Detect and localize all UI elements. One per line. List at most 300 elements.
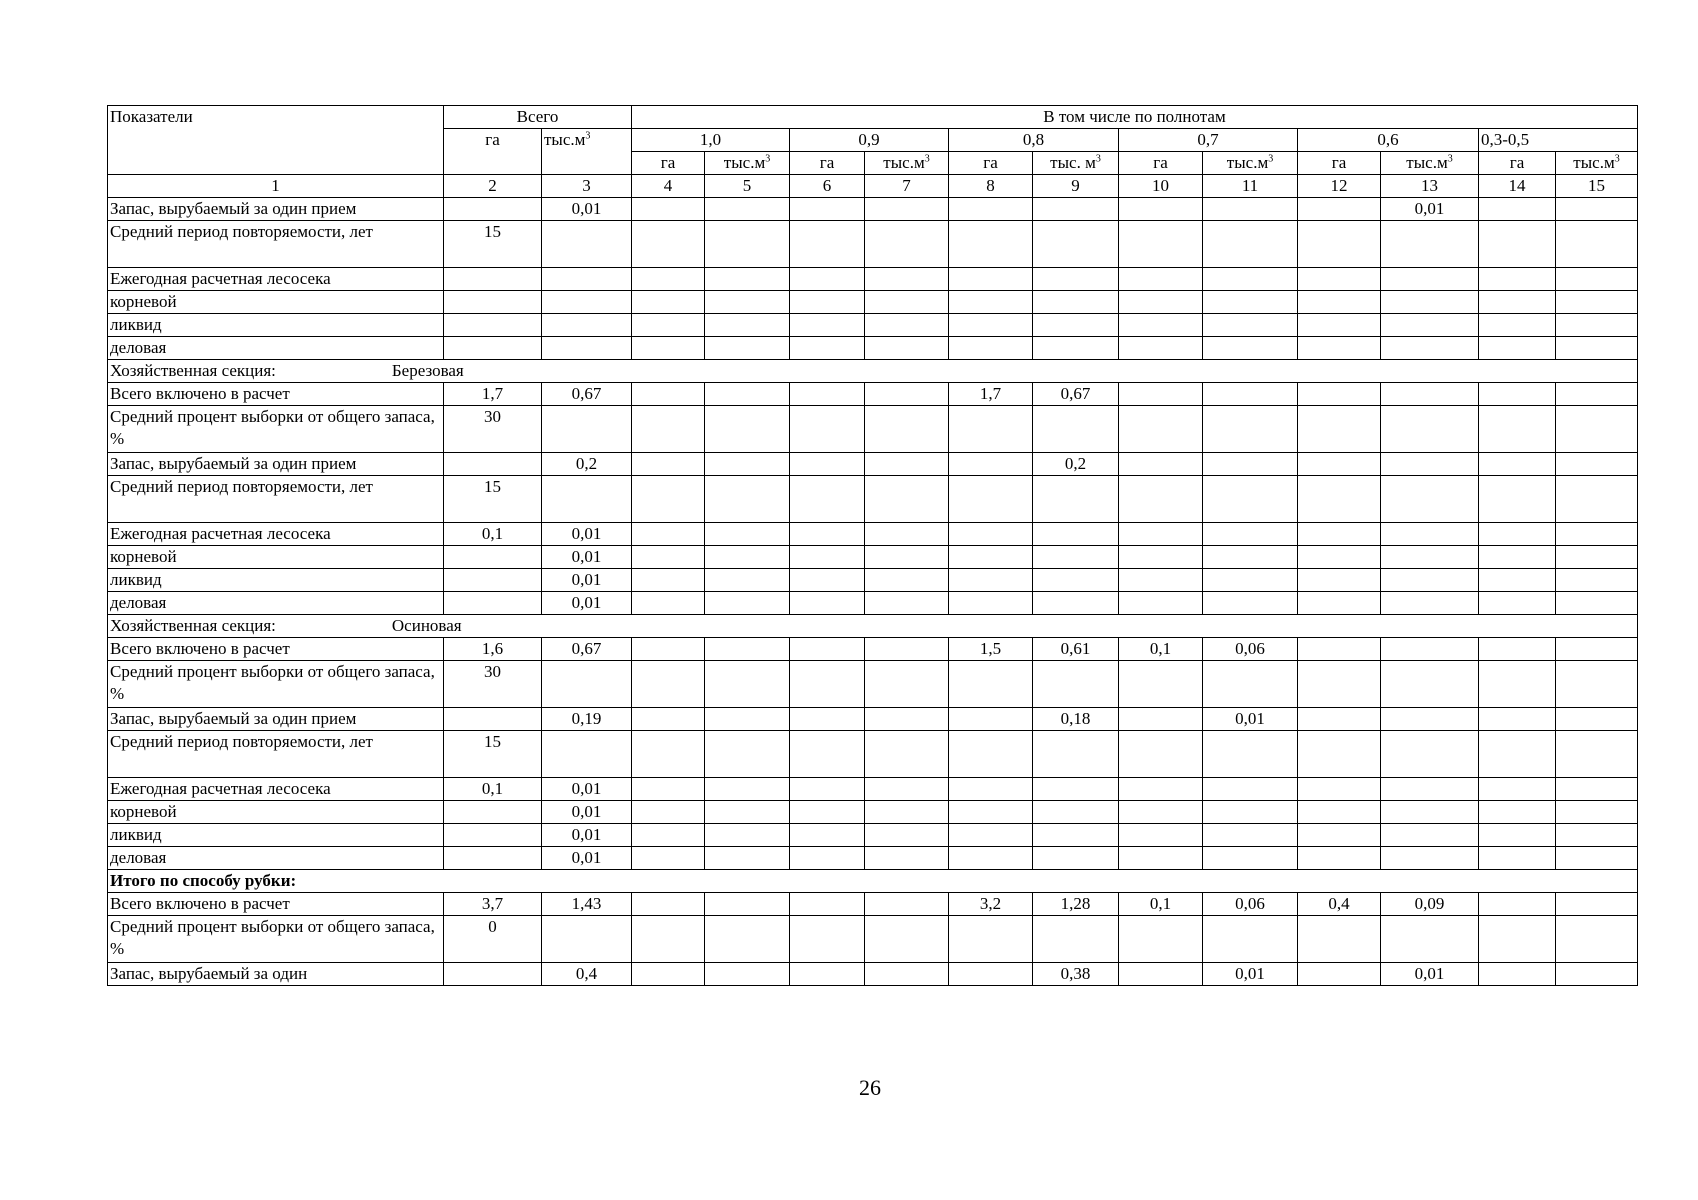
table-cell — [1203, 824, 1298, 847]
column-number: 6 — [790, 175, 865, 198]
table-cell: 0,01 — [1203, 708, 1298, 731]
ha-subheader: га — [790, 152, 865, 175]
table-cell: 0,01 — [542, 847, 632, 870]
table-cell — [632, 824, 705, 847]
ha-subheader: га — [632, 152, 705, 175]
table-cell — [790, 198, 865, 221]
table-cell — [444, 708, 542, 731]
table-cell — [865, 221, 949, 268]
table-cell — [1479, 592, 1556, 615]
table-cell: 0,01 — [1203, 963, 1298, 986]
table-cell — [705, 453, 790, 476]
table-cell — [444, 963, 542, 986]
unit-superscript: 3 — [765, 153, 771, 165]
table-cell — [1033, 661, 1119, 708]
table-cell — [1556, 337, 1638, 360]
table-cell — [790, 824, 865, 847]
row-label: корневой — [108, 546, 444, 569]
row-label: Средний период повторяемости, лет — [108, 731, 444, 778]
table-cell: 0,1 — [444, 523, 542, 546]
table-body — [108, 198, 1638, 986]
table-cell — [790, 708, 865, 731]
table-cell: 0,67 — [1033, 383, 1119, 406]
row-label: деловая — [108, 592, 444, 615]
table-row — [108, 221, 1638, 268]
table-cell — [1381, 221, 1479, 268]
table-cell — [1479, 198, 1556, 221]
table-cell — [1119, 314, 1203, 337]
table-cell — [705, 337, 790, 360]
table-cell — [1033, 569, 1119, 592]
table-cell — [1381, 778, 1479, 801]
section-name: Осиновая — [391, 616, 462, 635]
table-cell — [1479, 661, 1556, 708]
table-cell — [865, 592, 949, 615]
table-cell — [1556, 893, 1638, 916]
table-cell — [865, 314, 949, 337]
table-cell: 1,7 — [949, 383, 1033, 406]
table-cell — [1479, 638, 1556, 661]
table-cell — [1479, 893, 1556, 916]
table-cell — [865, 569, 949, 592]
table-cell — [1556, 523, 1638, 546]
table-cell — [705, 268, 790, 291]
table-cell — [1119, 661, 1203, 708]
table-cell — [1119, 592, 1203, 615]
table-cell — [1298, 801, 1381, 824]
table-cell — [1479, 824, 1556, 847]
table-row — [108, 383, 1638, 406]
table-cell — [790, 638, 865, 661]
table-cell — [1479, 847, 1556, 870]
table-cell — [542, 291, 632, 314]
table-cell — [949, 291, 1033, 314]
table-cell — [1298, 406, 1381, 453]
table-cell — [1203, 916, 1298, 963]
density-header: 0,6 — [1298, 129, 1479, 152]
table-cell — [1298, 337, 1381, 360]
total-volume-header — [542, 129, 632, 175]
table-cell — [1381, 916, 1479, 963]
table-row — [108, 708, 1638, 731]
table-cell — [542, 476, 632, 523]
table-cell — [1203, 337, 1298, 360]
table-cell — [1479, 523, 1556, 546]
table-cell — [1298, 824, 1381, 847]
table-cell — [632, 314, 705, 337]
unit-superscript: 3 — [924, 153, 930, 165]
unit-superscript: 3 — [1447, 153, 1453, 165]
total-header: Всего — [444, 106, 632, 129]
unit-superscript: 3 — [1095, 153, 1101, 165]
table-cell: 0,01 — [542, 801, 632, 824]
table-cell — [790, 916, 865, 963]
table-cell — [705, 638, 790, 661]
table-cell — [865, 731, 949, 778]
table-cell — [1479, 337, 1556, 360]
table-cell — [444, 847, 542, 870]
row-label: Всего включено в расчет — [108, 638, 444, 661]
table-cell — [865, 291, 949, 314]
table-cell — [632, 731, 705, 778]
row-label: Запас, вырубаемый за один прием — [108, 708, 444, 731]
table-cell — [790, 801, 865, 824]
table-cell — [1298, 546, 1381, 569]
table-row — [108, 476, 1638, 523]
table-row — [108, 314, 1638, 337]
table-cell — [1381, 546, 1479, 569]
table-cell — [790, 963, 865, 986]
table-cell — [632, 778, 705, 801]
table-cell — [1203, 383, 1298, 406]
table-cell — [1033, 221, 1119, 268]
table-cell — [1381, 592, 1479, 615]
table-cell: 1,7 — [444, 383, 542, 406]
table-cell — [1556, 268, 1638, 291]
table-cell — [1556, 708, 1638, 731]
table-cell — [1298, 963, 1381, 986]
table-row — [108, 592, 1638, 615]
table-cell — [865, 383, 949, 406]
table-cell — [705, 731, 790, 778]
table-cell — [542, 731, 632, 778]
table-cell — [1556, 638, 1638, 661]
table-cell — [1119, 337, 1203, 360]
table-cell — [1556, 963, 1638, 986]
table-cell — [1298, 661, 1381, 708]
table-cell — [1033, 592, 1119, 615]
table-cell — [1298, 847, 1381, 870]
table-cell — [1479, 476, 1556, 523]
table-cell — [1381, 453, 1479, 476]
table-cell — [790, 893, 865, 916]
table-cell — [1203, 778, 1298, 801]
row-label: Средний процент выборки от общего запаса, % — [108, 406, 444, 453]
row-label: ликвид — [108, 569, 444, 592]
table-cell — [790, 476, 865, 523]
column-number: 7 — [865, 175, 949, 198]
table-cell — [949, 337, 1033, 360]
table-row — [108, 546, 1638, 569]
column-number: 13 — [1381, 175, 1479, 198]
table-cell — [632, 221, 705, 268]
table-cell — [632, 476, 705, 523]
table-cell — [705, 383, 790, 406]
table-cell — [1298, 476, 1381, 523]
table-row — [108, 824, 1638, 847]
table-cell — [705, 291, 790, 314]
table-cell — [1203, 661, 1298, 708]
table-cell: 0,01 — [542, 198, 632, 221]
table-cell: 0,01 — [542, 546, 632, 569]
table-cell — [632, 661, 705, 708]
table-cell — [865, 708, 949, 731]
table-cell — [1298, 569, 1381, 592]
table-cell — [632, 523, 705, 546]
row-label: Средний период повторяемости, лет — [108, 476, 444, 523]
table-cell — [1203, 268, 1298, 291]
table-cell — [949, 778, 1033, 801]
table-cell — [1298, 592, 1381, 615]
table-cell — [632, 638, 705, 661]
table-cell — [1119, 963, 1203, 986]
table-cell — [1298, 708, 1381, 731]
table-cell — [1479, 314, 1556, 337]
table-cell — [705, 778, 790, 801]
table-cell — [444, 546, 542, 569]
table-row — [108, 778, 1638, 801]
volume-subheader — [1381, 152, 1479, 175]
table-cell — [444, 824, 542, 847]
table-cell — [865, 453, 949, 476]
volume-subheader — [1556, 152, 1638, 175]
table-row — [108, 615, 1638, 638]
table-cell — [949, 314, 1033, 337]
table-cell — [632, 268, 705, 291]
table-cell — [1119, 268, 1203, 291]
table-cell — [1203, 731, 1298, 778]
table-row — [108, 453, 1638, 476]
page-number: 26 — [859, 1075, 881, 1100]
table-cell — [1556, 314, 1638, 337]
table-cell — [1479, 406, 1556, 453]
table-row — [108, 731, 1638, 778]
table-cell — [444, 453, 542, 476]
column-number: 8 — [949, 175, 1033, 198]
table-cell — [632, 337, 705, 360]
table-row — [108, 337, 1638, 360]
table-cell — [1119, 406, 1203, 453]
table-cell — [949, 406, 1033, 453]
volume-subheader — [865, 152, 949, 175]
table-cell — [705, 661, 790, 708]
density-header: 0,8 — [949, 129, 1119, 152]
table-cell — [1479, 708, 1556, 731]
table-row — [108, 847, 1638, 870]
table-cell — [1203, 291, 1298, 314]
table-cell — [1381, 638, 1479, 661]
table-cell — [1203, 569, 1298, 592]
table-cell — [705, 476, 790, 523]
table-cell — [705, 847, 790, 870]
table-cell — [1203, 847, 1298, 870]
table-cell: 3,7 — [444, 893, 542, 916]
table-cell — [632, 291, 705, 314]
table-cell — [865, 824, 949, 847]
table-cell — [705, 221, 790, 268]
table-cell: 0,01 — [542, 569, 632, 592]
table-cell — [790, 731, 865, 778]
table-cell — [542, 221, 632, 268]
table-cell — [632, 453, 705, 476]
table-cell — [1203, 406, 1298, 453]
table-cell: 0,06 — [1203, 638, 1298, 661]
table-cell: 3,2 — [949, 893, 1033, 916]
table-cell — [1479, 916, 1556, 963]
table-cell: 0,01 — [542, 778, 632, 801]
table-cell — [865, 661, 949, 708]
unit-text: тыс.м — [1406, 153, 1448, 172]
table-cell: 15 — [444, 731, 542, 778]
table-cell: 0,01 — [542, 824, 632, 847]
row-label: Средний период повторяемости, лет — [108, 221, 444, 268]
table-row — [108, 360, 1638, 383]
table-cell — [1381, 661, 1479, 708]
table-cell — [1479, 221, 1556, 268]
column-number: 2 — [444, 175, 542, 198]
table-cell — [1479, 453, 1556, 476]
table-cell — [1033, 523, 1119, 546]
row-label: Ежегодная расчетная лесосека — [108, 268, 444, 291]
table-cell — [1479, 268, 1556, 291]
table-cell — [1556, 592, 1638, 615]
row-label: деловая — [108, 847, 444, 870]
table-cell — [1556, 824, 1638, 847]
table-cell — [949, 708, 1033, 731]
table-cell — [705, 314, 790, 337]
column-number: 9 — [1033, 175, 1119, 198]
table-cell — [1479, 778, 1556, 801]
table-cell — [865, 406, 949, 453]
table-cell — [1203, 476, 1298, 523]
table-cell — [1381, 847, 1479, 870]
table-cell — [444, 314, 542, 337]
table-row — [108, 198, 1638, 221]
table-cell — [949, 963, 1033, 986]
table-cell — [632, 569, 705, 592]
table-cell — [1381, 824, 1479, 847]
table-cell — [1119, 476, 1203, 523]
table-cell: 0,06 — [1203, 893, 1298, 916]
table-cell: 0,1 — [444, 778, 542, 801]
table-cell — [790, 383, 865, 406]
volume-subheader — [705, 152, 790, 175]
table-cell: 0,01 — [1381, 198, 1479, 221]
table-cell — [1119, 916, 1203, 963]
table-cell — [1119, 778, 1203, 801]
table-cell — [790, 406, 865, 453]
table-cell — [1381, 731, 1479, 778]
table-cell: 0,09 — [1381, 893, 1479, 916]
ha-subheader: га — [1479, 152, 1556, 175]
volume-subheader — [1033, 152, 1119, 175]
table-cell — [1298, 523, 1381, 546]
summary-header: Итого по способу рубки: — [108, 870, 1638, 893]
section-header — [108, 360, 1638, 383]
table-cell: 0,1 — [1119, 893, 1203, 916]
table-cell — [632, 963, 705, 986]
table-cell — [1119, 383, 1203, 406]
table-row — [108, 268, 1638, 291]
table-cell — [1479, 383, 1556, 406]
table-cell — [444, 592, 542, 615]
table-row — [108, 523, 1638, 546]
table-cell — [1033, 268, 1119, 291]
table-cell — [790, 569, 865, 592]
row-label: Запас, вырубаемый за один прием — [108, 453, 444, 476]
row-label: Средний процент выборки от общего запаса, % — [108, 661, 444, 708]
column-number: 3 — [542, 175, 632, 198]
unit-superscript: 3 — [585, 130, 591, 142]
table-cell — [1298, 198, 1381, 221]
column-number: 11 — [1203, 175, 1298, 198]
table-cell — [1298, 221, 1381, 268]
table-cell — [1203, 314, 1298, 337]
table-cell — [1381, 406, 1479, 453]
row-label: Всего включено в расчет — [108, 893, 444, 916]
table-cell — [705, 406, 790, 453]
row-label: ликвид — [108, 824, 444, 847]
table-cell — [949, 268, 1033, 291]
table-cell — [1203, 546, 1298, 569]
table-cell — [632, 847, 705, 870]
table-cell — [949, 824, 1033, 847]
row-label: Средний процент выборки от общего запаса, % — [108, 916, 444, 963]
table-cell — [542, 406, 632, 453]
table-cell — [1556, 546, 1638, 569]
unit-text: тыс.м — [1573, 153, 1615, 172]
table-cell — [1033, 406, 1119, 453]
by-density-header: В том числе по полнотам — [632, 106, 1638, 129]
table-cell — [1556, 453, 1638, 476]
header-row-1 — [108, 106, 1638, 129]
table-cell — [865, 893, 949, 916]
table-cell: 0,1 — [1119, 638, 1203, 661]
row-label: деловая — [108, 337, 444, 360]
unit-text: тыс.м — [883, 153, 925, 172]
unit-text: тыс. м — [1050, 153, 1096, 172]
table-cell — [1033, 314, 1119, 337]
table-cell — [790, 523, 865, 546]
table-cell — [949, 198, 1033, 221]
table-cell — [1556, 847, 1638, 870]
table-cell — [1381, 268, 1479, 291]
table-cell — [1119, 708, 1203, 731]
density-header: 1,0 — [632, 129, 790, 152]
table-cell — [1298, 453, 1381, 476]
table-cell — [1479, 546, 1556, 569]
table-cell: 0,67 — [542, 383, 632, 406]
table-cell — [865, 638, 949, 661]
table-cell — [1556, 476, 1638, 523]
table-cell — [1033, 847, 1119, 870]
table-cell — [1203, 523, 1298, 546]
table-cell — [1119, 801, 1203, 824]
table-cell — [1556, 221, 1638, 268]
table-cell — [1556, 291, 1638, 314]
table-cell — [949, 523, 1033, 546]
table-cell — [1119, 824, 1203, 847]
table-cell — [949, 661, 1033, 708]
table-cell — [542, 268, 632, 291]
ha-subheader: га — [1298, 152, 1381, 175]
column-number: 4 — [632, 175, 705, 198]
row-label: Ежегодная расчетная лесосека — [108, 778, 444, 801]
indicators-header: Показатели — [108, 106, 444, 175]
table-cell — [865, 268, 949, 291]
table-cell — [444, 337, 542, 360]
table-cell — [1119, 453, 1203, 476]
table-cell — [1556, 383, 1638, 406]
table-cell — [1119, 198, 1203, 221]
table-cell — [444, 291, 542, 314]
table-cell — [542, 661, 632, 708]
table-cell — [790, 291, 865, 314]
table-cell — [1381, 801, 1479, 824]
table-cell — [444, 569, 542, 592]
density-header: 0,9 — [790, 129, 949, 152]
table-cell — [705, 198, 790, 221]
